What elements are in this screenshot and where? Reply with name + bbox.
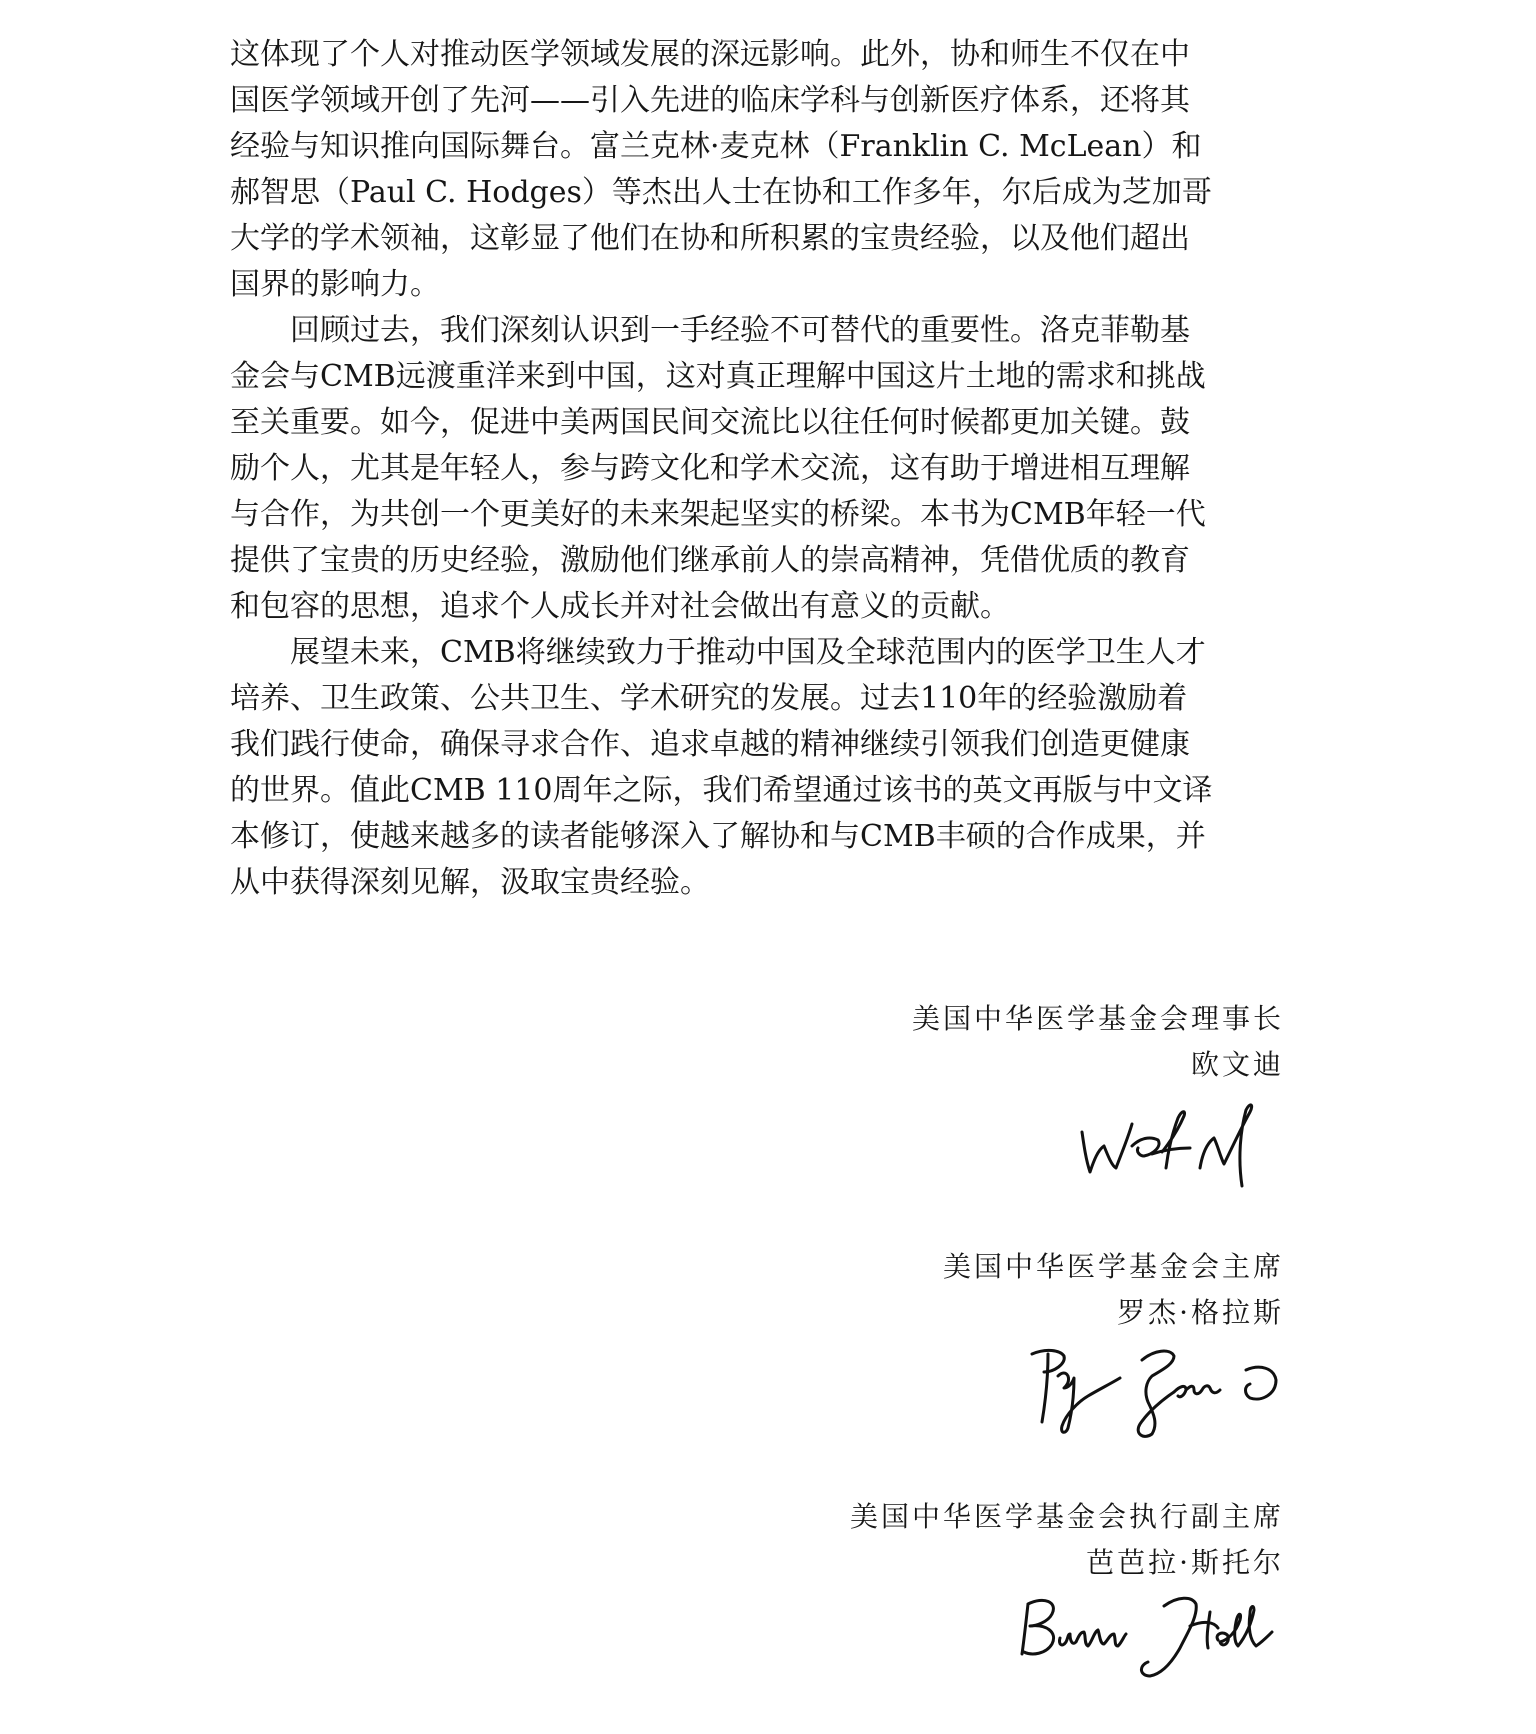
paragraph-line: 本修订，使越来越多的读者能够深入了解协和与CMB丰硕的合作成果，并 <box>230 819 1206 854</box>
paragraph-line: 这体现了个人对推动医学领域发展的深远影响。此外，协和师生不仅在中 <box>230 37 1190 72</box>
paragraph-line: 我们践行使命，确保寻求合作、追求卓越的精神继续引领我们创造更健康 <box>230 727 1190 762</box>
signatory-name: 芭芭拉·斯托尔 <box>1086 1546 1284 1579</box>
paragraph-line: 和包容的思想，追求个人成长并对社会做出有意义的贡献。 <box>230 589 1010 624</box>
paragraph-line: 励个人，尤其是年轻人，参与跨文化和学术交流，这有助于增进相互理解 <box>230 451 1190 486</box>
paragraph-line: 郝智思（Paul C. Hodges）等杰出人士在协和工作多年，尔后成为芝加哥 <box>230 175 1212 210</box>
paragraph-line: 国医学领域开创了先河——引入先进的临床学科与创新医疗体系，还将其 <box>230 83 1190 118</box>
signatory-2 <box>943 1244 1284 1442</box>
signatory-role: 美国中华医学基金会主席 <box>942 1250 1284 1283</box>
handwritten-signature <box>1074 1094 1284 1194</box>
signatory-name: 罗杰·格拉斯 <box>1117 1296 1284 1329</box>
body-text <box>230 32 1285 906</box>
paragraph-1 <box>230 32 1285 308</box>
paragraph-line: 回顾过去，我们深刻认识到一手经验不可替代的重要性。洛克菲勒基 <box>230 313 1190 348</box>
paragraph-line: 大学的学术领袖，这彰显了他们在协和所积累的宝贵经验，以及他们超出 <box>230 221 1190 256</box>
signatory-role: 美国中华医学基金会执行副主席 <box>849 1500 1284 1533</box>
paragraph-3 <box>230 630 1285 906</box>
paragraph-line: 的世界。值此CMB 110周年之际，我们希望通过该书的英文再版与中文译 <box>230 773 1213 808</box>
handwritten-signature <box>1024 1342 1284 1442</box>
signatory-role: 美国中华医学基金会理事长 <box>911 1002 1284 1035</box>
paragraph-line: 国界的影响力。 <box>230 267 440 302</box>
paragraph-line: 从中获得深刻见解，汲取宝贵经验。 <box>230 865 710 900</box>
paragraph-2 <box>230 308 1285 630</box>
paragraph-line: 至关重要。如今，促进中美两国民间交流比以往任何时候都更加关键。鼓 <box>230 405 1190 440</box>
signatory-name: 欧文迪 <box>1190 1048 1284 1081</box>
paragraph-line: 提供了宝贵的历史经验，激励他们继承前人的崇高精神，凭借优质的教育 <box>230 543 1190 578</box>
handwritten-signature <box>1014 1592 1284 1682</box>
paragraph-line: 展望未来，CMB将继续致力于推动中国及全球范围内的医学卫生人才 <box>230 635 1206 670</box>
paragraph-line: 金会与CMB远渡重洋来到中国，这对真正理解中国这片土地的需求和挑战 <box>230 359 1206 394</box>
signatory-1 <box>912 996 1284 1194</box>
paragraph-line: 与合作，为共创一个更美好的未来架起坚实的桥梁。本书为CMB年轻一代 <box>230 497 1206 532</box>
paragraph-line: 培养、卫生政策、公共卫生、学术研究的发展。过去110年的经验激励着 <box>230 681 1188 716</box>
signatory-3 <box>850 1494 1284 1682</box>
paragraph-line: 经验与知识推向国际舞台。富兰克林·麦克林（Franklin C. McLean）和 <box>230 129 1202 164</box>
